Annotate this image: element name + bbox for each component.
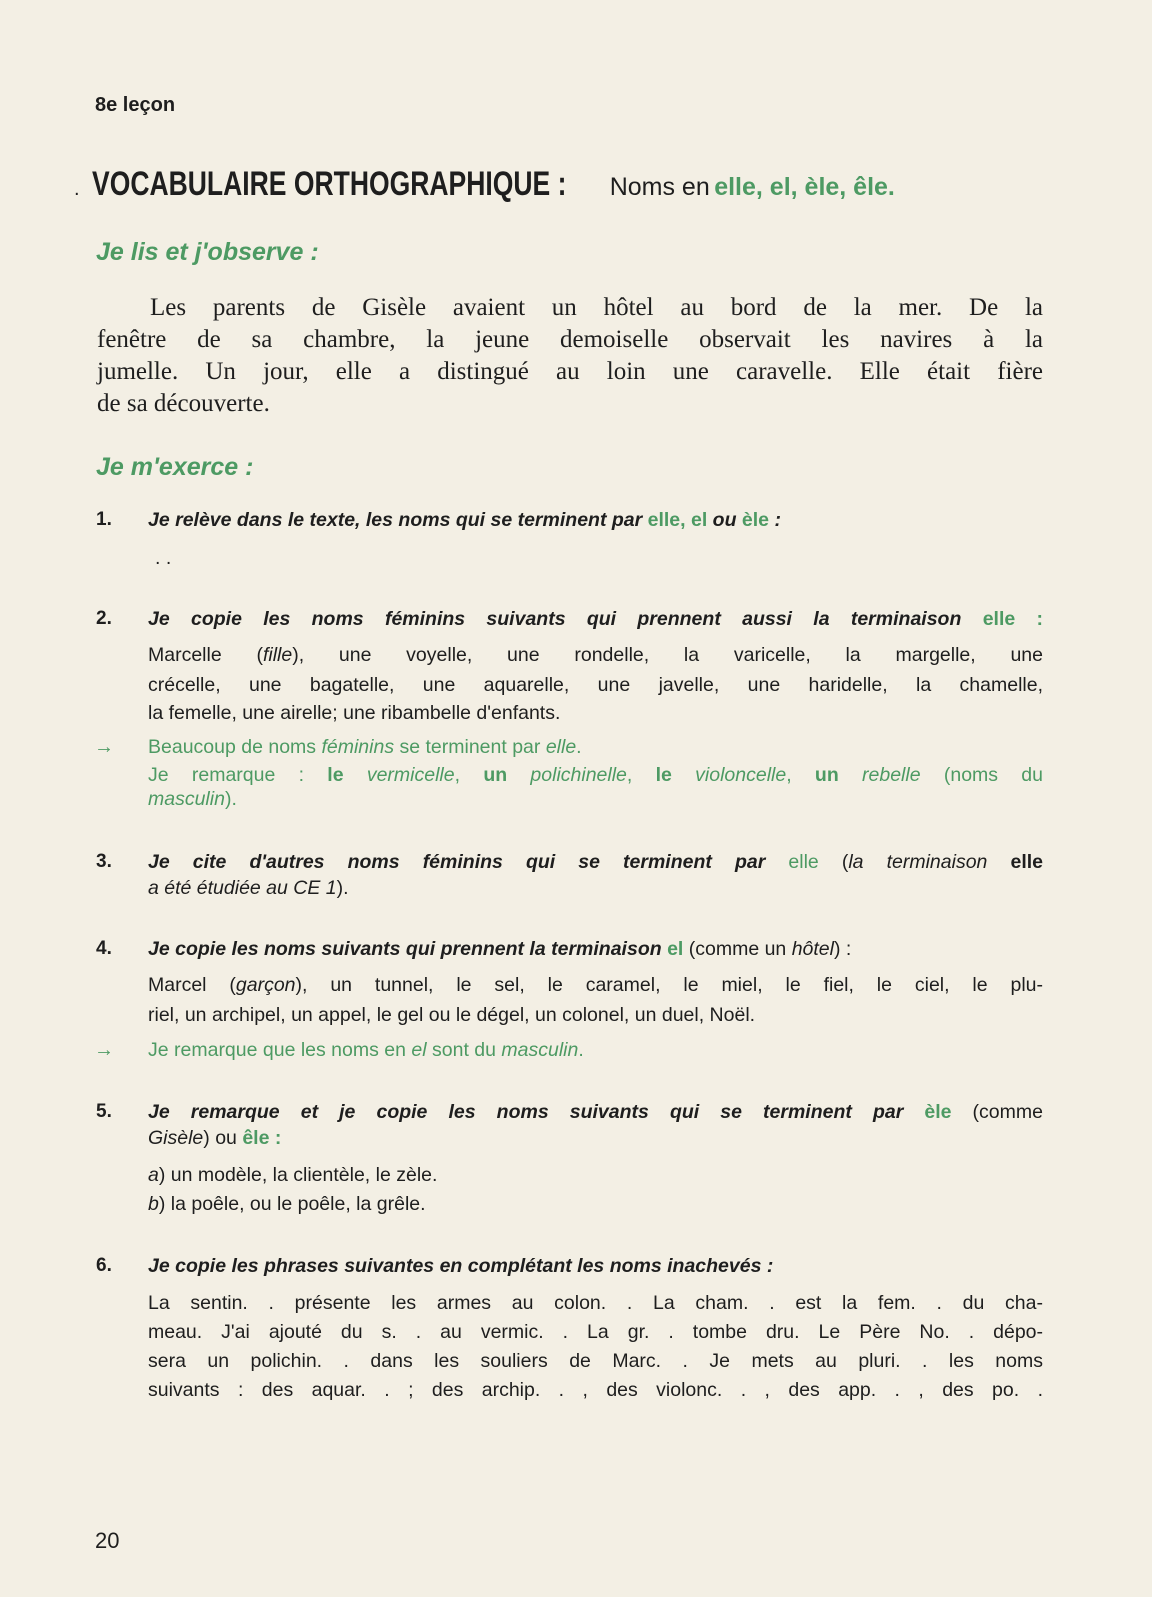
text-segment: un	[814, 764, 839, 786]
text-segment: Je copie les phrases suivantes en complétant les noms inachevés :	[148, 1255, 774, 1277]
text-segment: se terminent par	[394, 736, 546, 758]
exercise-5-line	[148, 1192, 1043, 1216]
text-segment: èle	[741, 509, 770, 531]
text-segment: Marcelle (	[148, 644, 263, 666]
lesson-label: 8e leçon	[95, 94, 176, 116]
page-number: 20	[95, 1528, 120, 1553]
exercise-number: 6.	[96, 1255, 112, 1276]
exercise-4-note	[148, 1038, 1043, 1062]
text-segment: le	[327, 764, 344, 786]
text-segment: sera un polichin. . dans les souliers de Marc. . Je mets au pluri. . les noms	[148, 1350, 1043, 1372]
text-segment: (comme	[951, 1101, 1043, 1123]
text-segment: elle	[987, 851, 1043, 873]
reading-line: de sa découverte.	[97, 390, 270, 417]
text-segment: Beaucoup de noms	[148, 736, 322, 758]
text-segment: ,	[786, 764, 815, 786]
text-segment: (comme un	[683, 938, 792, 960]
observe-heading: Je lis et j'observe :	[96, 238, 319, 266]
text-segment: ,	[626, 764, 656, 786]
exercise-3-instruction	[148, 850, 1043, 874]
exercise-1-instruction	[148, 508, 1043, 532]
text-segment: ) :	[834, 938, 852, 960]
text-segment: Je copie les noms suivants qui prennent la terminaison	[148, 938, 668, 960]
exercise-6-line	[148, 1320, 1043, 1344]
text-segment: ) ou	[203, 1127, 243, 1149]
exercise-5-line	[148, 1163, 1043, 1187]
text-segment: èle	[924, 1101, 952, 1123]
exercise-heading: Je m'exerce :	[96, 453, 254, 481]
exercise-4-line	[148, 1003, 1043, 1027]
text-segment: Je relève dans le texte, les noms qui se terminent par	[148, 509, 648, 531]
arrow-icon: →	[94, 736, 114, 758]
text-segment: Je copie les noms féminins suivants qui prennent aussi la terminaison	[148, 608, 983, 630]
exercise-4-line	[148, 973, 1043, 997]
exercise-5-instruction	[148, 1100, 1043, 1124]
text-segment: sont du	[426, 1039, 502, 1061]
text-segment: Je cite d'autres noms féminins qui se terminent par	[148, 851, 789, 873]
text-segment: La sentin. . présente les armes au colon. . La cham. . est la fem. . du cha-	[148, 1292, 1043, 1314]
text-segment: êle :	[242, 1127, 282, 1149]
text-segment: Gisèle	[148, 1127, 204, 1149]
text-segment: ou	[707, 509, 742, 531]
title-sub: Noms en	[609, 173, 710, 201]
text-segment: Je remarque :	[148, 764, 328, 786]
text-segment: rebelle	[838, 764, 921, 786]
text-segment: garçon	[235, 974, 296, 996]
text-segment: ) la poêle, ou le poêle, la grêle.	[158, 1193, 426, 1215]
page-title	[74, 165, 895, 204]
text-segment: .	[578, 1039, 584, 1061]
text-segment: riel, un archipel, un appel, le gel ou le dégel, un colonel, un duel, Noël.	[148, 1004, 756, 1026]
exercise-number: 1.	[96, 509, 112, 530]
exercise-2-instruction	[148, 607, 1043, 631]
exercise-number: 2.	[96, 608, 112, 629]
exercise-number: 4.	[96, 938, 112, 959]
text-segment: Je remarque que les noms en	[148, 1039, 412, 1061]
reading-line: Les parents de Gisèle avaient un hôtel au bord de la mer. De la	[150, 294, 1043, 321]
text-segment: un	[483, 764, 508, 786]
text-segment: a	[148, 1164, 159, 1186]
text-segment: ).	[336, 877, 349, 899]
exercise-number: 3.	[96, 851, 112, 872]
text-segment: (	[818, 851, 849, 873]
exercise-number: 5.	[96, 1101, 112, 1122]
exercise-2-note	[148, 787, 1043, 811]
text-segment: ) un modèle, la clientèle, le zèle.	[158, 1164, 438, 1186]
reading-line: fenêtre de sa chambre, la jeune demoiselle observait les navires à la	[97, 326, 1043, 353]
text-segment: la femelle, une airelle; une ribambelle d'enfants.	[148, 702, 561, 724]
text-segment: (noms du	[920, 764, 1043, 786]
text-segment: le	[655, 764, 672, 786]
text-segment: ), une voyelle, une rondelle, la varicelle, la margelle, une	[292, 644, 1043, 666]
text-segment: vermicelle	[343, 764, 455, 786]
text-segment: masculin	[148, 788, 225, 810]
exercise-2-line	[148, 643, 1043, 667]
text-segment: polichinelle	[507, 764, 627, 786]
exercise-2-note	[148, 735, 1043, 759]
text-segment: .	[576, 736, 582, 758]
exercise-3-instruction	[148, 876, 1043, 900]
exercise-2-note	[148, 763, 1043, 787]
text-segment: féminins	[321, 736, 395, 758]
text-segment: la terminaison	[848, 851, 988, 873]
text-segment: el	[411, 1039, 427, 1061]
text-segment: fille	[262, 644, 293, 666]
title-bullet: .	[74, 178, 80, 200]
text-segment: Je remarque et je copie les noms suivants qui se terminent par	[148, 1101, 925, 1123]
text-segment: violoncelle	[671, 764, 787, 786]
reading-line: jumelle. Un jour, elle a distingué au loin une caravelle. Elle était fière	[97, 358, 1043, 385]
text-segment: . .	[155, 547, 172, 569]
text-segment: ), un tunnel, le sel, le caramel, le miel, le fiel, le ciel, le plu-	[295, 974, 1044, 996]
text-segment: elle, el	[647, 509, 708, 531]
exercise-6-line	[148, 1378, 1043, 1402]
exercise-2-line	[148, 701, 1043, 725]
title-endings: elle, el, èle, êle.	[714, 173, 895, 201]
exercise-5-instruction	[148, 1126, 1043, 1150]
text-segment: suivants : des aquar. . ; des archip. . , des violonc. . , des app. . , des po. .	[148, 1379, 1043, 1401]
text-segment: crécelle, une bagatelle, une aquarelle, une javelle, une haridelle, la chamelle,	[148, 674, 1043, 696]
exercise-6-line	[148, 1291, 1043, 1315]
text-segment: ,	[454, 764, 484, 786]
text-segment: :	[769, 509, 781, 531]
text-segment: ).	[224, 788, 237, 810]
exercise-4-instruction	[148, 937, 1043, 961]
exercise-6-line	[148, 1349, 1043, 1373]
arrow-icon: →	[94, 1039, 114, 1061]
exercise-6-instruction	[148, 1254, 1043, 1278]
text-segment: masculin	[501, 1039, 579, 1061]
text-segment: Marcel (	[148, 974, 236, 996]
text-segment: meau. J'ai ajouté du s. . au vermic. . La gr. . tombe dru. Le Père No. . dépo-	[148, 1321, 1043, 1343]
text-segment: el	[667, 938, 684, 960]
text-segment: elle :	[982, 608, 1044, 630]
exercise-1-answer	[155, 546, 1050, 570]
title-main: VOCABULAIRE ORTHOGRAPHIQUE :	[92, 165, 567, 203]
text-segment: a été étudiée au CE 1	[148, 877, 337, 899]
text-segment: b	[148, 1193, 159, 1215]
text-segment: hôtel	[791, 938, 834, 960]
text-segment: elle	[545, 736, 577, 758]
text-segment: elle	[788, 851, 819, 873]
exercise-2-line	[148, 673, 1043, 697]
